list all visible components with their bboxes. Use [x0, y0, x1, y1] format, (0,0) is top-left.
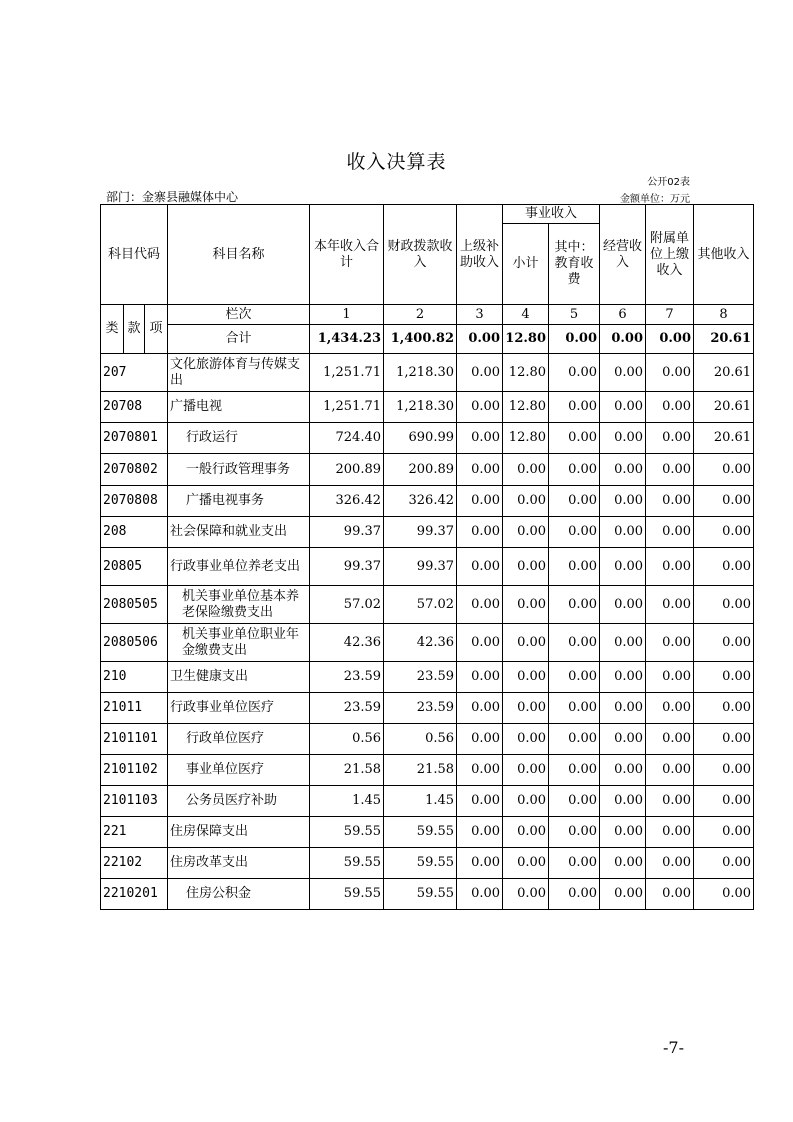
amount-cell: 1,251.71 [310, 354, 384, 392]
page-title: 收入决算表 [346, 151, 447, 173]
amount-cell: 0.00 [549, 879, 600, 910]
amount-cell: 0.00 [457, 354, 503, 392]
header-operating-income: 经营收入 [600, 205, 646, 305]
form-number: 公开02表 [647, 177, 690, 188]
amount-cell: 0.00 [503, 755, 549, 786]
amount-cell: 59.55 [384, 817, 457, 848]
amount-cell: 326.42 [310, 486, 384, 517]
amount-cell: 0.00 [457, 724, 503, 755]
table-row [101, 517, 754, 548]
amount-cell: 0.00 [457, 517, 503, 548]
amount-cell: 0.00 [694, 486, 754, 517]
amount-cell: 0.00 [457, 624, 503, 662]
amount-cell: 0.00 [646, 486, 694, 517]
amount-cell: 0.00 [600, 693, 646, 724]
amount-cell: 0.00 [694, 662, 754, 693]
amount-cell: 0.00 [694, 724, 754, 755]
amount-cell: 99.37 [384, 517, 457, 548]
amount-cell: 0.00 [600, 662, 646, 693]
amount-cell: 12.80 [503, 392, 549, 423]
amount-cell: 0.00 [600, 624, 646, 662]
amount-cell: 0.00 [694, 786, 754, 817]
amount-cell: 0.00 [600, 423, 646, 454]
amount-cell: 690.99 [384, 423, 457, 454]
header-other-income: 其他收入 [694, 205, 754, 305]
table-row [101, 354, 754, 392]
amount-cell: 20.61 [694, 423, 754, 454]
header-affiliated-payment: 附属单位上缴收入 [646, 205, 694, 305]
amount-cell: 0.00 [694, 624, 754, 662]
amount-unit-label: 金额单位：万元 [620, 194, 690, 205]
subject-name-cell: 广播电视事务 [168, 486, 310, 517]
subject-code-cell: 2101101 [101, 724, 168, 755]
amount-cell: 0.00 [694, 586, 754, 624]
amount-cell: 0.00 [549, 817, 600, 848]
amount-cell: 42.36 [384, 624, 457, 662]
amount-cell: 0.00 [600, 454, 646, 486]
subject-name-cell: 文化旅游体育与传媒支出 [168, 354, 310, 392]
amount-cell: 0.00 [646, 848, 694, 879]
subject-name-cell: 行政运行 [168, 423, 310, 454]
amount-cell: 200.89 [310, 454, 384, 486]
table-row [101, 755, 754, 786]
amount-cell: 0.00 [503, 454, 549, 486]
amount-cell: 0.00 [549, 693, 600, 724]
header-lanci: 栏次 [168, 305, 310, 325]
amount-cell: 0.00 [457, 848, 503, 879]
amount-cell: 0.00 [503, 879, 549, 910]
amount-cell: 0.00 [549, 454, 600, 486]
amount-cell: 0.00 [646, 817, 694, 848]
department-label: 部门：金寨县融媒体中心 [106, 190, 239, 204]
header-business-subtotal: 小计 [503, 224, 549, 305]
table-row [101, 624, 754, 662]
total-value: 0.00 [457, 325, 503, 354]
header-xiang: 项 [145, 305, 168, 354]
col-number-7: 7 [646, 305, 694, 325]
subject-name-cell: 公务员医疗补助 [168, 786, 310, 817]
subject-code-cell: 208 [101, 517, 168, 548]
subject-code-cell: 2070808 [101, 486, 168, 517]
amount-cell: 326.42 [384, 486, 457, 517]
amount-cell: 0.00 [600, 517, 646, 548]
amount-cell: 0.00 [549, 624, 600, 662]
table-row [101, 879, 754, 910]
subject-name-cell: 住房改革支出 [168, 848, 310, 879]
amount-cell: 1,251.71 [310, 392, 384, 423]
amount-cell: 0.00 [646, 454, 694, 486]
amount-cell: 0.00 [646, 354, 694, 392]
amount-cell: 0.00 [503, 662, 549, 693]
amount-cell: 23.59 [384, 662, 457, 693]
amount-cell: 0.00 [457, 423, 503, 454]
amount-cell: 0.00 [646, 693, 694, 724]
table-row [101, 786, 754, 817]
amount-cell: 0.00 [646, 517, 694, 548]
subject-name-cell: 行政事业单位养老支出 [168, 548, 310, 586]
header-superior-subsidy: 上级补助收入 [457, 205, 503, 305]
table-row [101, 454, 754, 486]
header-fiscal-appropriation: 财政拨款收入 [384, 205, 457, 305]
amount-cell: 0.00 [503, 786, 549, 817]
total-value: 12.80 [503, 325, 549, 354]
amount-cell: 0.00 [600, 548, 646, 586]
amount-cell: 0.00 [549, 548, 600, 586]
amount-cell: 0.00 [457, 586, 503, 624]
amount-cell: 0.00 [457, 755, 503, 786]
page-number: -7- [663, 1038, 684, 1057]
amount-cell: 0.00 [600, 755, 646, 786]
amount-cell: 0.00 [694, 517, 754, 548]
amount-cell: 0.56 [384, 724, 457, 755]
amount-cell: 0.00 [694, 879, 754, 910]
table-row [101, 486, 754, 517]
header-subject-code: 科目代码 [101, 205, 168, 305]
amount-cell: 59.55 [384, 879, 457, 910]
subject-name-cell: 行政事业单位医疗 [168, 693, 310, 724]
amount-cell: 57.02 [384, 586, 457, 624]
amount-cell: 20.61 [694, 392, 754, 423]
amount-cell: 0.00 [549, 786, 600, 817]
amount-cell: 0.00 [694, 548, 754, 586]
subject-code-cell: 20805 [101, 548, 168, 586]
amount-cell: 0.00 [457, 817, 503, 848]
amount-cell: 1,218.30 [384, 392, 457, 423]
amount-cell: 0.00 [600, 786, 646, 817]
amount-cell: 0.00 [694, 693, 754, 724]
amount-cell: 0.00 [600, 879, 646, 910]
amount-cell: 0.00 [503, 817, 549, 848]
subject-name-cell: 机关事业单位基本养老保险缴费支出 [168, 586, 310, 624]
subject-name-cell: 住房公积金 [168, 879, 310, 910]
amount-cell: 0.00 [549, 662, 600, 693]
amount-cell: 0.00 [503, 848, 549, 879]
subject-name-cell: 一般行政管理事务 [168, 454, 310, 486]
amount-cell: 0.00 [646, 755, 694, 786]
amount-cell: 0.00 [549, 354, 600, 392]
amount-cell: 59.55 [384, 848, 457, 879]
total-value: 0.00 [600, 325, 646, 354]
amount-cell: 0.00 [503, 586, 549, 624]
amount-cell: 0.00 [646, 879, 694, 910]
subject-name-cell: 广播电视 [168, 392, 310, 423]
subject-code-cell: 2101102 [101, 755, 168, 786]
amount-cell: 0.00 [694, 454, 754, 486]
subject-name-cell: 卫生健康支出 [168, 662, 310, 693]
subject-name-cell: 机关事业单位职业年金缴费支出 [168, 624, 310, 662]
subject-code-cell: 2080506 [101, 624, 168, 662]
header-business-income: 事业收入 [503, 205, 600, 224]
amount-cell: 0.00 [549, 586, 600, 624]
subject-code-cell: 221 [101, 817, 168, 848]
subject-code-cell: 207 [101, 354, 168, 392]
amount-cell: 0.56 [310, 724, 384, 755]
amount-cell: 0.00 [457, 693, 503, 724]
amount-cell: 200.89 [384, 454, 457, 486]
total-value: 1,400.82 [384, 325, 457, 354]
amount-cell: 99.37 [384, 548, 457, 586]
amount-cell: 99.37 [310, 517, 384, 548]
amount-cell: 0.00 [503, 693, 549, 724]
subject-name-cell: 住房保障支出 [168, 817, 310, 848]
amount-cell: 12.80 [503, 423, 549, 454]
subject-code-cell: 21011 [101, 693, 168, 724]
amount-cell: 0.00 [646, 548, 694, 586]
table-row [101, 724, 754, 755]
amount-cell: 0.00 [457, 454, 503, 486]
amount-cell: 42.36 [310, 624, 384, 662]
col-number-1: 1 [310, 305, 384, 325]
table-row [101, 586, 754, 624]
amount-cell: 21.58 [310, 755, 384, 786]
amount-cell: 59.55 [310, 879, 384, 910]
amount-cell: 21.58 [384, 755, 457, 786]
amount-cell: 57.02 [310, 586, 384, 624]
amount-cell: 0.00 [694, 848, 754, 879]
amount-cell: 59.55 [310, 817, 384, 848]
amount-cell: 0.00 [457, 786, 503, 817]
header-annual-income-total: 本年收入合计 [310, 205, 384, 305]
col-number-2: 2 [384, 305, 457, 325]
total-value: 0.00 [549, 325, 600, 354]
table-row [101, 693, 754, 724]
amount-cell: 0.00 [694, 817, 754, 848]
subject-code-cell: 22102 [101, 848, 168, 879]
table-row [101, 392, 754, 423]
amount-cell: 23.59 [384, 693, 457, 724]
subject-code-cell: 210 [101, 662, 168, 693]
amount-cell: 0.00 [503, 724, 549, 755]
amount-cell: 0.00 [457, 392, 503, 423]
header-subject-name: 科目名称 [168, 205, 310, 305]
amount-cell: 59.55 [310, 848, 384, 879]
table-row [101, 662, 754, 693]
subject-name-cell: 事业单位医疗 [168, 755, 310, 786]
amount-cell: 1.45 [384, 786, 457, 817]
amount-cell: 0.00 [457, 486, 503, 517]
amount-cell: 0.00 [457, 548, 503, 586]
amount-cell: 0.00 [600, 486, 646, 517]
amount-cell: 0.00 [549, 486, 600, 517]
amount-cell: 0.00 [600, 817, 646, 848]
col-number-5: 5 [549, 305, 600, 325]
amount-cell: 0.00 [549, 848, 600, 879]
subject-code-cell: 2070801 [101, 423, 168, 454]
total-value: 0.00 [646, 325, 694, 354]
subject-code-cell: 20708 [101, 392, 168, 423]
amount-cell: 23.59 [310, 662, 384, 693]
amount-cell: 0.00 [646, 624, 694, 662]
amount-cell: 0.00 [457, 879, 503, 910]
col-number-6: 6 [600, 305, 646, 325]
amount-cell: 0.00 [549, 724, 600, 755]
header-kuan: 款 [124, 305, 145, 354]
income-final-accounts-table [100, 204, 754, 910]
subject-code-cell: 2101103 [101, 786, 168, 817]
amount-cell: 23.59 [310, 693, 384, 724]
amount-cell: 0.00 [503, 486, 549, 517]
amount-cell: 0.00 [549, 517, 600, 548]
amount-cell: 1,218.30 [384, 354, 457, 392]
amount-cell: 0.00 [600, 724, 646, 755]
total-value: 20.61 [694, 325, 754, 354]
subject-code-cell: 2080505 [101, 586, 168, 624]
table-row [101, 848, 754, 879]
header-lei: 类 [101, 305, 124, 354]
total-value: 1,434.23 [310, 325, 384, 354]
amount-cell: 1.45 [310, 786, 384, 817]
amount-cell: 0.00 [549, 423, 600, 454]
amount-cell: 99.37 [310, 548, 384, 586]
table-row [101, 548, 754, 586]
amount-cell: 0.00 [694, 755, 754, 786]
col-number-4: 4 [503, 305, 549, 325]
subject-code-cell: 2210201 [101, 879, 168, 910]
amount-cell: 0.00 [503, 624, 549, 662]
amount-cell: 0.00 [646, 724, 694, 755]
amount-cell: 0.00 [646, 423, 694, 454]
subject-name-cell: 社会保障和就业支出 [168, 517, 310, 548]
amount-cell: 12.80 [503, 354, 549, 392]
subject-name-cell: 行政单位医疗 [168, 724, 310, 755]
total-label: 合计 [168, 325, 310, 354]
amount-cell: 0.00 [600, 586, 646, 624]
amount-cell: 0.00 [600, 392, 646, 423]
amount-cell: 0.00 [646, 586, 694, 624]
amount-cell: 0.00 [646, 392, 694, 423]
amount-cell: 0.00 [549, 755, 600, 786]
table-row [101, 817, 754, 848]
amount-cell: 0.00 [600, 848, 646, 879]
amount-cell: 724.40 [310, 423, 384, 454]
amount-cell: 0.00 [646, 662, 694, 693]
header-business-edu-fee: 其中：教育收费 [549, 224, 600, 305]
amount-cell: 20.61 [694, 354, 754, 392]
amount-cell: 0.00 [600, 354, 646, 392]
table-row [101, 423, 754, 454]
amount-cell: 0.00 [503, 548, 549, 586]
col-number-8: 8 [694, 305, 754, 325]
amount-cell: 0.00 [549, 392, 600, 423]
amount-cell: 0.00 [646, 786, 694, 817]
amount-cell: 0.00 [503, 517, 549, 548]
col-number-3: 3 [457, 305, 503, 325]
amount-cell: 0.00 [457, 662, 503, 693]
subject-code-cell: 2070802 [101, 454, 168, 486]
